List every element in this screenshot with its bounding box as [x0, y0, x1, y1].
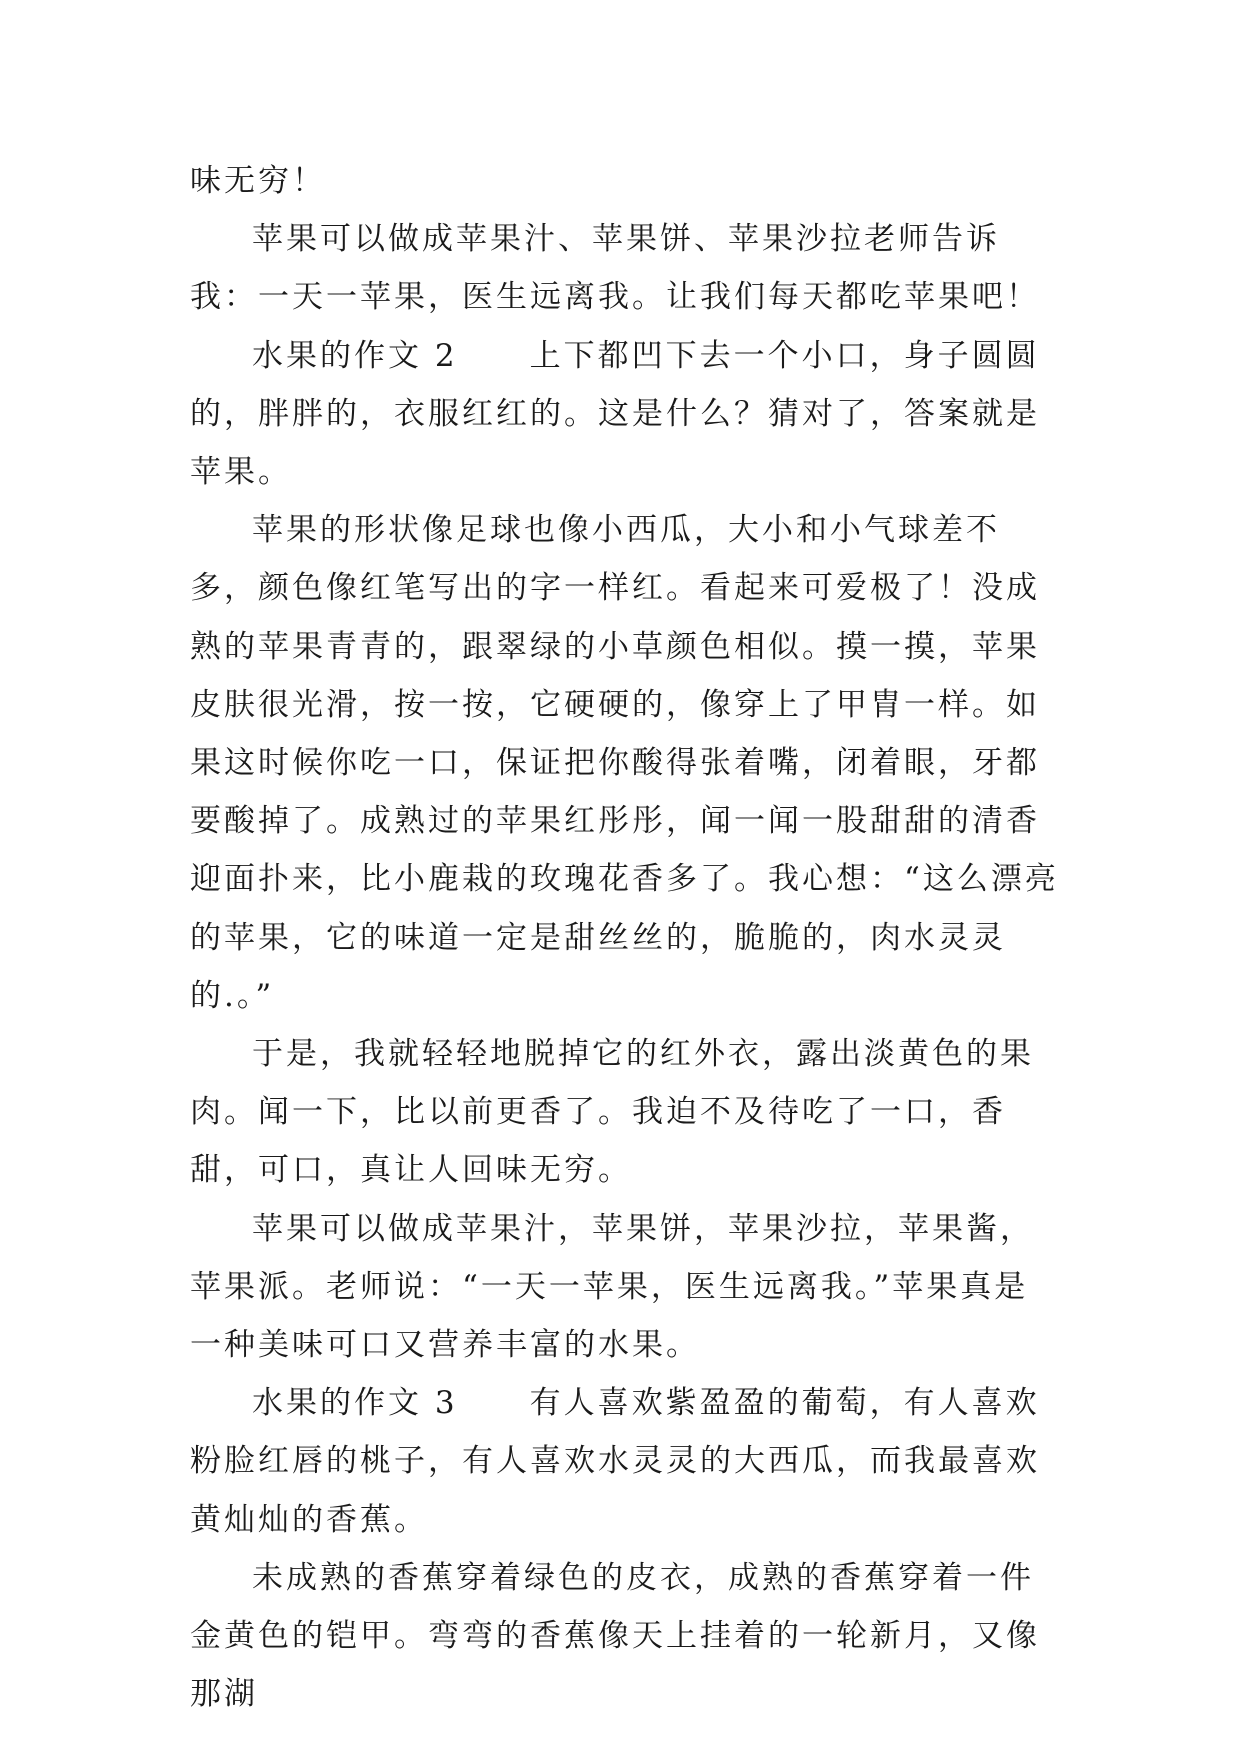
paragraph-text: 于是，我就轻轻地脱掉它的红外衣，露出淡黄色的果肉。闻一下，比以前更香了。我迫不及待吃了一口，香甜，可口，真让人回味无穷。 — [190, 1036, 1034, 1189]
paragraph-1 — [190, 152, 1060, 210]
essay-heading-3: 水果的作文 3 — [252, 1385, 458, 1422]
document-body — [190, 152, 1060, 1723]
paragraph-8 — [190, 1549, 1060, 1724]
paragraph-text: 苹果可以做成苹果汁、苹果饼、苹果沙拉老师告诉我：一天一苹果，医生远离我。让我们每天都吃苹果吧！ — [190, 221, 1040, 316]
paragraph-2 — [190, 210, 1060, 326]
paragraph-text: 苹果的形状像足球也像小西瓜，大小和小气球差不多，颜色像红笔写出的字一样红。看起来可爱极了！没成熟的苹果青青的，跟翠绿的小草颜色相似。摸一摸，苹果皮肤很光滑，按一按，它硬硬的，像穿上了甲胄一样。如果这时候你吃一口，保证把你酸得张着嘴，闭着眼，牙都要酸掉了。成熟过的苹果红彤彤，闻一闻一股甜甜的清香迎面扑来，比小鹿栽的玫瑰花香多了。我心想：“这么漂亮的苹果，它的味道一定是甜丝丝的，脆脆的，肉水灵灵的.。” — [190, 512, 1059, 1014]
paragraph-6 — [190, 1200, 1060, 1375]
paragraph-5 — [190, 1025, 1060, 1200]
essay-heading-2: 水果的作文 2 — [252, 337, 458, 374]
paragraph-text: 未成熟的香蕉穿着绿色的皮衣，成熟的香蕉穿着一件金黄色的铠甲。弯弯的香蕉像天上挂着的一轮新月，又像那湖 — [190, 1559, 1040, 1713]
paragraph-3 — [190, 327, 1060, 502]
paragraph-text: 味无穷！ — [190, 163, 326, 199]
paragraph-7 — [190, 1374, 1060, 1549]
paragraph-text: 苹果可以做成苹果汁，苹果饼，苹果沙拉，苹果酱，苹果派。老师说：“一天一苹果，医生远离我。”苹果真是一种美味可口又营养丰富的水果。 — [190, 1210, 1034, 1364]
paragraph-4 — [190, 501, 1060, 1025]
paragraph-text: 上下都凹下去一个小口，身子圆圆的，胖胖的，衣服红红的。这是什么？猜对了，答案就是苹果。 — [190, 337, 1040, 491]
paragraph-text: 有人喜欢紫盈盈的葡萄，有人喜欢粉脸红唇的桃子，有人喜欢水灵灵的大西瓜，而我最喜欢黄灿灿的香蕉。 — [190, 1385, 1040, 1538]
